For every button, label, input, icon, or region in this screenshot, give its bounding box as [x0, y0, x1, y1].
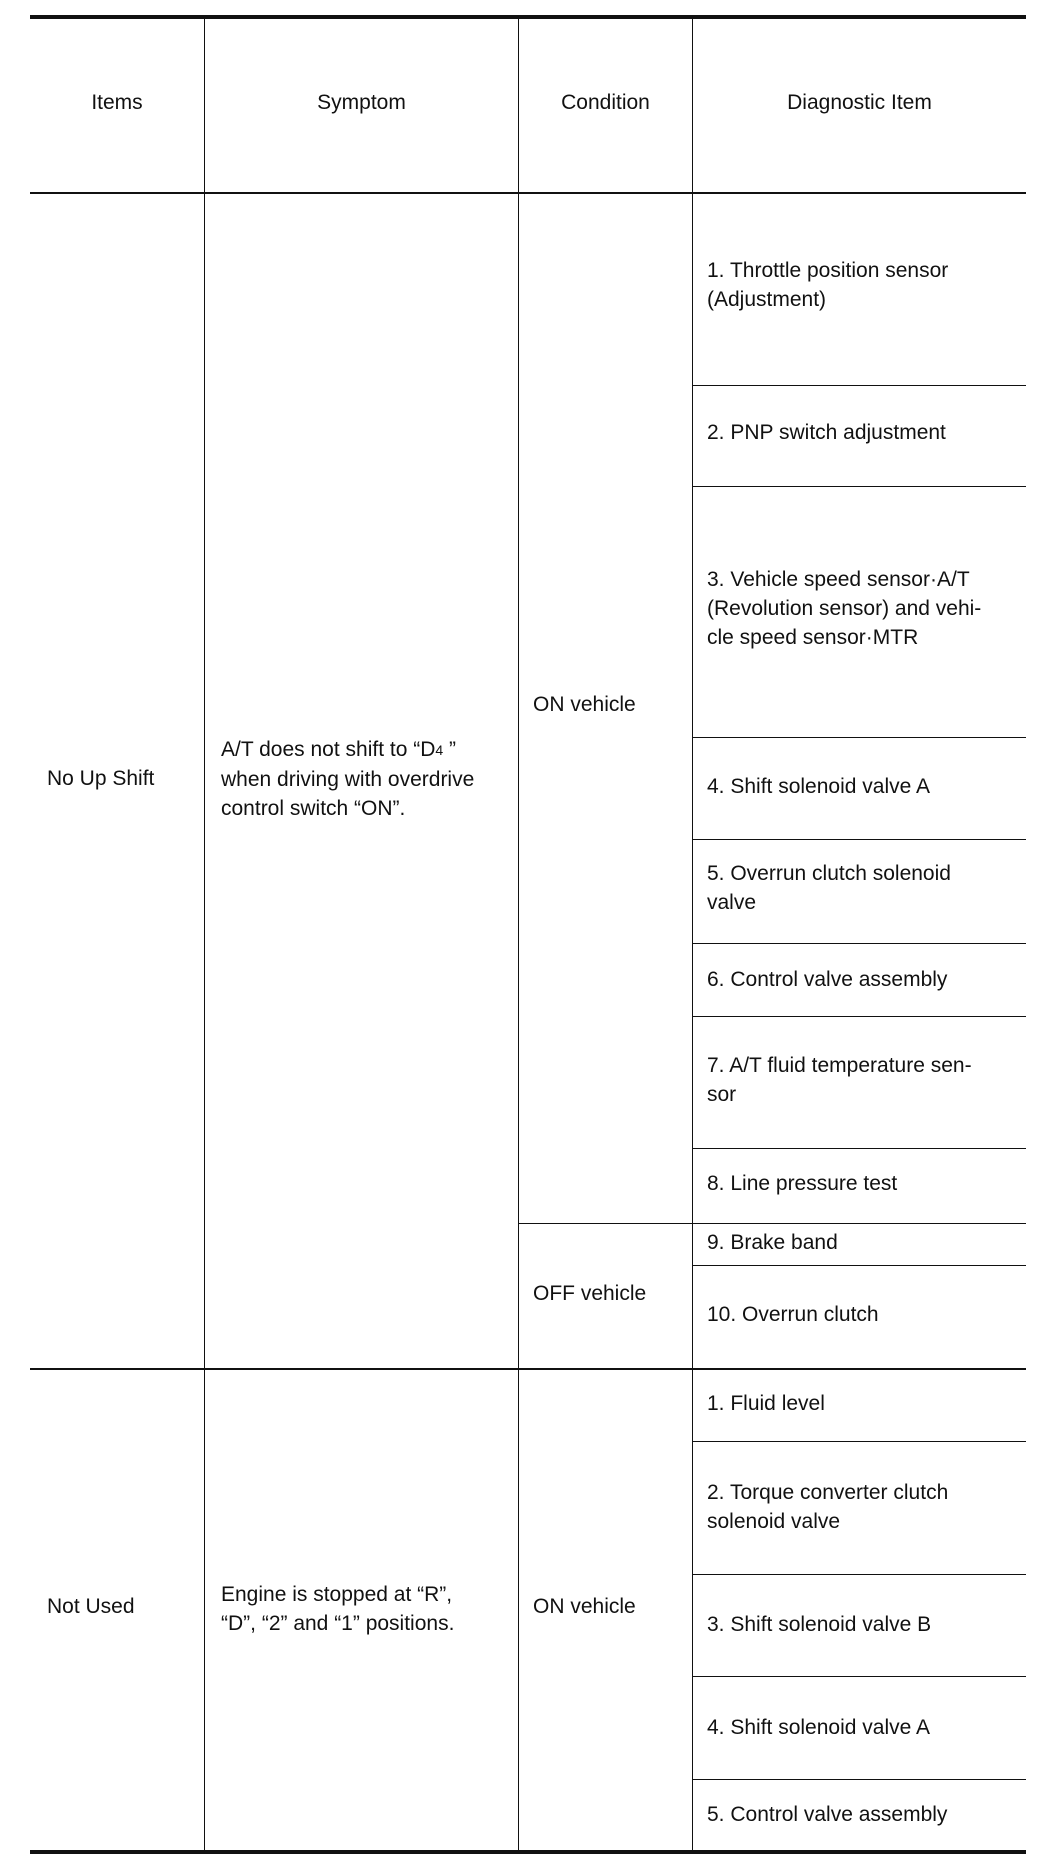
header-symptom: Symptom — [317, 91, 406, 114]
header-diagnostic-item: Diagnostic Item — [787, 91, 932, 114]
symptom-no-up-shift — [221, 735, 513, 823]
column-rule — [692, 17, 693, 1852]
diagnostic-item: 1. Fluid level — [707, 1392, 825, 1415]
diagnostic-item: 4. Shift solenoid valve A — [707, 775, 930, 798]
row-rule — [692, 737, 1026, 738]
row-rule — [692, 1148, 1026, 1149]
condition-on-vehicle: ON vehicle — [533, 693, 636, 716]
condition-divider-rule — [518, 1223, 1026, 1224]
diagnostic-item: 10. Overrun clutch — [707, 1303, 879, 1326]
diagnostic-item: 8. Line pressure test — [707, 1172, 898, 1195]
symptom-subscript: 4 — [435, 742, 444, 758]
row-rule — [692, 486, 1026, 487]
diagnostic-item: 9. Brake band — [707, 1231, 838, 1254]
row-rule — [692, 839, 1026, 840]
header-condition: Condition — [561, 91, 650, 114]
diagnostic-item: 4. Shift solenoid valve A — [707, 1716, 930, 1739]
row-rule — [692, 1779, 1026, 1780]
diagnostic-item: 2. PNP switch adjustment — [707, 421, 946, 444]
diagnostic-item: 5. Control valve assembly — [707, 1803, 948, 1826]
column-rule — [204, 17, 205, 1852]
symptom-text-end: ” when driving with overdrive control switch “ON”. — [221, 738, 475, 820]
item-no-up-shift: No Up Shift — [47, 767, 155, 790]
diagnostic-item: 5. Overrun clutch solenoid valve — [707, 862, 951, 914]
diagnostic-item: 2. Torque converter clutch solenoid valve — [707, 1481, 949, 1533]
row-rule — [692, 1016, 1026, 1017]
row-rule — [692, 1441, 1026, 1442]
header-bottom-rule — [30, 192, 1026, 194]
diagnostic-item: 3. Vehicle speed sensor·A/T (Revolution sensor) and vehi- cle speed sensor·MTR — [707, 568, 982, 649]
group-divider-rule — [30, 1368, 1026, 1370]
row-rule — [692, 943, 1026, 944]
table-bottom-rule — [30, 1850, 1026, 1854]
row-rule — [692, 1676, 1026, 1677]
row-rule — [692, 1265, 1026, 1266]
condition-on-vehicle: ON vehicle — [533, 1595, 636, 1618]
symptom-not-used: Engine is stopped at “R”, “D”, “2” and “1” positions. — [221, 1583, 455, 1635]
diagnostic-item: 7. A/T fluid temperature sen- sor — [707, 1054, 972, 1106]
diagnostic-item: 6. Control valve assembly — [707, 968, 948, 991]
header-items: Items — [91, 91, 143, 114]
row-rule — [692, 1574, 1026, 1575]
item-not-used: Not Used — [47, 1595, 135, 1618]
column-rule — [518, 17, 519, 1852]
diagnostic-item: 1. Throttle position sensor (Adjustment) — [707, 259, 949, 311]
table-top-rule — [30, 15, 1026, 19]
row-rule — [692, 385, 1026, 386]
symptom-text-start: A/T does not shift to “D — [221, 738, 436, 761]
condition-off-vehicle: OFF vehicle — [533, 1282, 647, 1305]
diagnostic-item: 3. Shift solenoid valve B — [707, 1613, 932, 1636]
